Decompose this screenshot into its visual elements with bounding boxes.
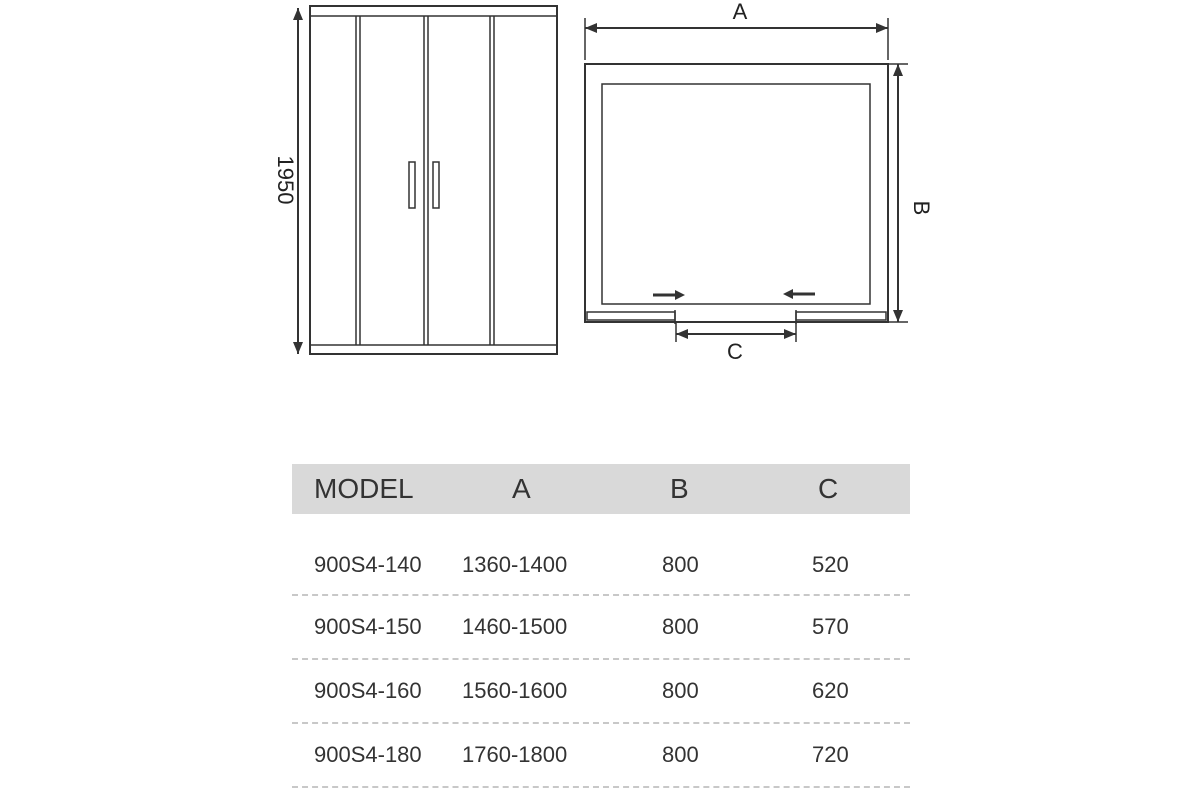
spec-table bbox=[292, 464, 910, 788]
opening-label: C bbox=[727, 339, 743, 364]
a-cell: 1460-1500 bbox=[462, 614, 568, 639]
c-cell: 570 bbox=[812, 614, 849, 639]
front-view-drawing bbox=[270, 0, 570, 370]
b-cell: 800 bbox=[662, 552, 699, 577]
right-door-handle bbox=[433, 162, 439, 208]
opening-arrow-left bbox=[676, 329, 688, 339]
right-door-track bbox=[796, 312, 886, 320]
right-slide-arrow-head bbox=[783, 289, 793, 299]
top-view-drawing bbox=[570, 0, 950, 370]
model-cell: 900S4-160 bbox=[314, 678, 422, 703]
depth-arrow-bottom bbox=[893, 310, 903, 322]
header-b: B bbox=[670, 473, 689, 504]
depth-arrow-top bbox=[893, 64, 903, 76]
left-door-track bbox=[587, 312, 675, 320]
depth-label: B bbox=[909, 200, 934, 216]
enclosure-outline bbox=[585, 64, 888, 322]
b-cell: 800 bbox=[662, 614, 699, 639]
left-door-handle bbox=[409, 162, 415, 208]
c-cell: 720 bbox=[812, 742, 849, 767]
height-label: 1950 bbox=[273, 155, 298, 205]
left-slide-arrow-head bbox=[675, 290, 685, 300]
table-row bbox=[292, 724, 910, 788]
height-arrow-bottom bbox=[293, 342, 303, 354]
width-label: A bbox=[732, 0, 748, 24]
header-model: MODEL bbox=[314, 473, 414, 504]
a-cell: 1360-1400 bbox=[462, 552, 568, 577]
c-cell: 620 bbox=[812, 678, 849, 703]
header-a: A bbox=[512, 473, 531, 504]
opening-arrow-right bbox=[784, 329, 796, 339]
table-row bbox=[292, 536, 910, 596]
enclosure-inner bbox=[602, 84, 870, 304]
model-cell: 900S4-180 bbox=[314, 742, 422, 767]
b-cell: 800 bbox=[662, 742, 699, 767]
a-cell: 1760-1800 bbox=[462, 742, 568, 767]
a-cell: 1560-1600 bbox=[462, 678, 568, 703]
width-arrow-left bbox=[585, 23, 597, 33]
model-cell: 900S4-150 bbox=[314, 614, 422, 639]
header-c: C bbox=[818, 473, 839, 504]
spec-table-body bbox=[292, 514, 910, 788]
table-row bbox=[292, 596, 910, 660]
height-arrow-top bbox=[293, 8, 303, 20]
width-arrow-right bbox=[876, 23, 888, 33]
b-cell: 800 bbox=[662, 678, 699, 703]
spec-table-header bbox=[292, 464, 910, 514]
model-cell: 900S4-140 bbox=[314, 552, 422, 577]
c-cell: 520 bbox=[812, 552, 849, 577]
table-row bbox=[292, 660, 910, 724]
